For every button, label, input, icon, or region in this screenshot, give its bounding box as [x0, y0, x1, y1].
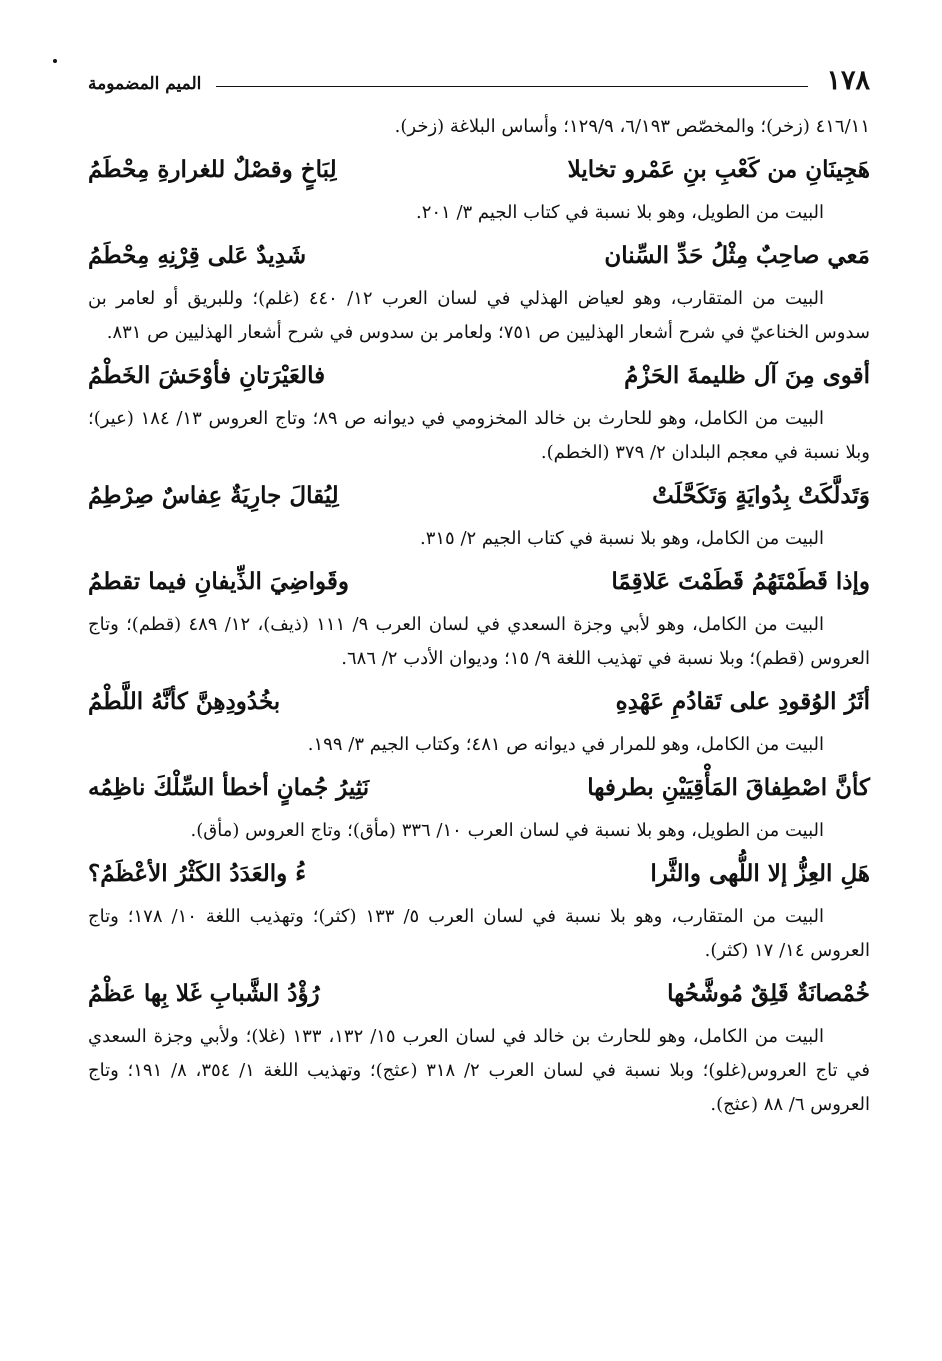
poem-verse [88, 350, 870, 402]
poem-verse [88, 676, 870, 728]
poem-verse [88, 848, 870, 900]
verse-second-hemistich: ءُ والعَدَدُ الكَثْرُ الأعْظَمُ؟ [88, 860, 307, 887]
source-note: البيت من الطويل، وهو بلا نسبة في كتاب الجيم ٣/ ٢٠١. [415, 202, 824, 223]
source-note: البيت من الطويل، وهو بلا نسبة في لسان العرب ١٠/ ٣٣٦ (مأق)؛ وتاج العروس (مأق). [190, 820, 824, 841]
poem-verse [88, 144, 870, 196]
verse-first-hemistich: أقوى مِنَ آل ظليمةَ الحَزْمُ [624, 362, 870, 389]
source-note: البيت من الكامل، وهو للحارث بن خالد في لسان العرب ١٥/ ١٣٢، ١٣٣ (غلا)؛ ولأبي وجزة السعدي في تاج العروس(غلو)؛ وبلا نسبة في لسان العرب ٢/ ٣١٨ (عثج)؛ وتهذيب اللغة ١/ ٣٥٤، ٨/ ١٩١؛ وتاج العروس ٦/ ٨٨ (عثج). [88, 1026, 871, 1115]
source-note: البيت من المتقارب، وهو لعياض الهذلي في لسان العرب ١٢/ ٤٤٠ (غلم)؛ وللبريق أو لعامر بن سدوس الخناعيّ في شرح أشعار الهذليين ص ٧٥١؛ ولعامر بن سدوس في شرح أشعار الهذليين ص ٨٣١. [88, 288, 870, 343]
page-body [88, 110, 870, 1122]
verse-first-hemistich: وإذا قَطَمْتَهُمُ قَطَمْتَ عَلاقِمًا [611, 568, 870, 595]
poem-verse [88, 762, 870, 814]
section-title: الميم المضمومة [88, 74, 202, 94]
margin-mark [53, 59, 57, 63]
book-page [88, 58, 870, 1122]
page-number: ١٧٨ [826, 65, 870, 96]
source-note: البيت من المتقارب، وهو بلا نسبة في لسان العرب ٥/ ١٣٣ (كثر)؛ وتهذيب اللغة ١٠/ ١٧٨؛ وتاج العروس ١٤/ ١٧ (كثر). [88, 906, 870, 961]
verse-second-hemistich: رُؤْدُ الشَّبابِ غَلا بِها عَظْمُ [88, 980, 320, 1007]
verse-second-hemistich: شَدِيدٌ عَلى قِرْنِهِ مِحْطَمُ [88, 242, 307, 269]
verse-second-hemistich: وقَواضِيَ الذِّيفانِ فيما تقطمُ [88, 568, 349, 595]
verse-second-hemistich: لِبَاخٍ وقصْلٌ للغرارةِ مِحْطَمُ [88, 156, 337, 183]
page-header [88, 58, 870, 96]
poem-verse [88, 230, 870, 282]
poem-verse [88, 968, 870, 1020]
verse-first-hemistich: كأنَّ اصْطِفاقَ المَأْقِيَيْنِ بطرفها [587, 774, 870, 801]
source-note: البيت من الكامل، وهو بلا نسبة في كتاب الجيم ٢/ ٣١٥. [419, 528, 824, 549]
verse-second-hemistich: نَثِيرُ جُمانٍ أخطأ السِّلْكَ ناظِمُه [88, 774, 370, 801]
verse-second-hemistich: بخُدُودِهِنَّ كأنَّهُ اللَّطْمُ [88, 688, 281, 715]
verse-first-hemistich: خُمْصانَةٌ قَلِقٌ مُوشَّحُها [667, 980, 870, 1007]
verse-first-hemistich: هَلِ العِزُّ إلا اللُّهى والثَّرا [650, 860, 870, 887]
poem-verse [88, 470, 870, 522]
source-note: البيت من الكامل، وهو لأبي وجزة السعدي في لسان العرب ٩/ ١١١ (ذيف)، ١٢/ ٤٨٩ (قطم)؛ وتاج العروس (قطم)؛ وبلا نسبة في تهذيب اللغة ٩/ ١٥؛ وديوان الأدب ٢/ ٦٨٦. [88, 614, 870, 669]
poem-verse [88, 556, 870, 608]
verse-first-hemistich: وَتَدلَّكَتْ بِدُوايَةٍ وَتَكَحَّلَتْ [652, 482, 870, 509]
verse-first-hemistich: مَعي صاحِبٌ مِثْلُ حَدِّ السِّنان [604, 242, 870, 269]
source-note: البيت من الكامل، وهو للمرار في ديوانه ص ٤٨١؛ وكتاب الجيم ٣/ ١٩٩. [307, 734, 824, 755]
verse-second-hemistich: لِيُقالَ جارِيَةٌ عِفاسٌ صِرْطِمُ [88, 482, 339, 509]
verse-first-hemistich: أثَرُ الوُقودِ على تَقادُمِ عَهْدِهِ [615, 688, 870, 715]
verse-second-hemistich: فالعَيْرَتانِ فأوْحَشَ الخَطْمُ [88, 362, 326, 389]
source-note: ٤١٦/١١ (زخر)؛ والمخصّص ٦/١٩٣، ١٢٩/٩؛ وأساس البلاغة (زخر). [394, 116, 870, 137]
source-note: البيت من الكامل، وهو للحارث بن خالد المخزومي في ديوانه ص ٨٩؛ وتاج العروس ١٣/ ١٨٤ (عير)؛ وبلا نسبة في معجم البلدان ٢/ ٣٧٩ (الخطم). [88, 408, 870, 463]
verse-first-hemistich: هَجِينَانِ من كَعْبِ بنِ عَمْرو تخايلا [567, 156, 870, 183]
header-rule [216, 86, 808, 87]
